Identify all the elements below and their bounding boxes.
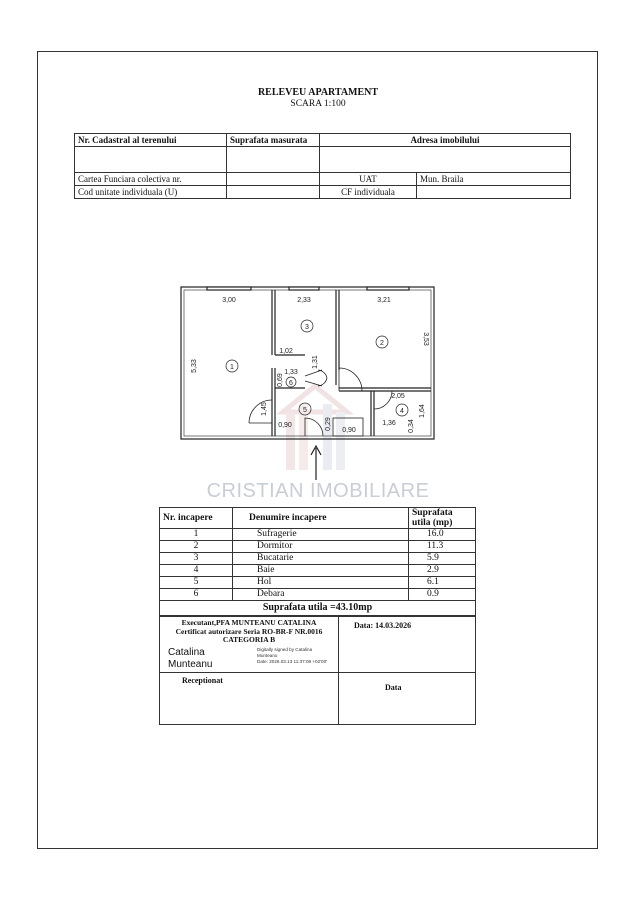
room-name: Dormitor	[233, 541, 409, 553]
certificate-number: Certificat autorizare Seria RO-BR-F NR.0016	[175, 626, 323, 636]
executant-info	[160, 619, 338, 645]
table-row	[160, 541, 476, 553]
dim-label: 2,33	[297, 297, 311, 304]
rooms-area-header: Suprafata utila (mp)	[409, 508, 476, 529]
carte-funciara-label: Cartea Funciara colectiva nr.	[75, 173, 227, 186]
dim-label: 3,00	[222, 297, 236, 304]
signature-date: Data: 14.03.2026	[354, 621, 412, 630]
room-name: Baie	[233, 565, 409, 577]
room-marker-2: 2	[380, 340, 384, 347]
measured-area-header: Suprafata masurata	[227, 134, 320, 147]
dim-label: 5,33	[191, 359, 198, 373]
dim-label: 2,05	[391, 393, 405, 400]
room-nr: 4	[160, 565, 233, 577]
signer-name	[168, 647, 212, 671]
dim-label: 3,53	[422, 332, 429, 346]
signature-block	[159, 616, 476, 725]
receptionat-label: Receptionat	[182, 676, 223, 685]
room-marker-4: 4	[400, 408, 404, 415]
dim-label: 0,69	[277, 373, 284, 387]
digital-sign-line: Digitally signed by Catalina	[257, 647, 313, 652]
cadastral-number-header: Nr. Cadastral al terenului	[75, 134, 227, 147]
divider	[338, 617, 339, 724]
uat-label: UAT	[320, 173, 417, 186]
document-scale: SCARA 1:100	[290, 99, 346, 109]
dim-label: 0,34	[408, 419, 415, 433]
digital-signature-note	[257, 647, 337, 665]
dim-label: 1,02	[279, 348, 293, 355]
room-name: Bucatarie	[233, 553, 409, 565]
dim-label: 0,90	[278, 422, 292, 429]
divider	[160, 672, 475, 673]
rooms-nr-header: Nr. incapere	[160, 508, 233, 529]
total-usable-area: Suprafata utila =43.10mp	[159, 600, 476, 616]
signer-last-name: Munteanu	[168, 659, 213, 670]
watermark-text: CRISTIAN IMOBILIARE	[206, 480, 430, 502]
room-area: 2.9	[409, 565, 476, 577]
dim-label: 0,90	[342, 427, 356, 434]
table-row	[160, 589, 476, 601]
room-marker-6: 6	[289, 380, 293, 387]
executant-name: Executant,PFA MUNTEANU CATALINA	[181, 618, 317, 627]
data-label: Data	[385, 683, 402, 692]
document-title: RELEVEU APARTAMENT	[257, 87, 379, 98]
room-name: Debara	[233, 589, 409, 601]
certificate-category: CATEGORIA B	[222, 635, 276, 644]
dim-label: 1,31	[312, 355, 319, 369]
dim-label: 3,21	[377, 297, 391, 304]
digital-sign-line: Munteanu	[257, 653, 278, 658]
room-area: 16.0	[409, 529, 476, 541]
room-area: 0.9	[409, 589, 476, 601]
room-marker-5: 5	[303, 407, 307, 414]
room-area: 6.1	[409, 577, 476, 589]
digital-sign-date: Date: 2026.03.13 11:37:08 +02'00'	[257, 659, 327, 664]
table-row	[160, 553, 476, 565]
room-name: Sufragerie	[233, 529, 409, 541]
signer-first-name: Catalina	[168, 647, 205, 658]
table-row	[160, 565, 476, 577]
address-header: Adresa imobilului	[320, 134, 571, 147]
dim-label: 1,33	[284, 369, 298, 376]
rooms-name-header: Denumire incapere	[233, 508, 409, 529]
room-area: 11.3	[409, 541, 476, 553]
rooms-table	[159, 507, 476, 601]
room-nr: 3	[160, 553, 233, 565]
room-area: 5.9	[409, 553, 476, 565]
room-nr: 2	[160, 541, 233, 553]
room-nr: 6	[160, 589, 233, 601]
watermark-logo	[283, 386, 347, 470]
room-marker-3: 3	[305, 324, 309, 331]
room-marker-1: 1	[230, 364, 234, 371]
dim-label: 0,29	[325, 417, 332, 431]
room-name: Hol	[233, 577, 409, 589]
room-nr: 5	[160, 577, 233, 589]
dim-label: 1,45	[261, 402, 268, 416]
dim-label: 1,64	[419, 404, 426, 418]
table-row	[160, 529, 476, 541]
table-row	[160, 577, 476, 589]
room-nr: 1	[160, 529, 233, 541]
uat-value: Mun. Braila	[417, 173, 571, 186]
dim-label: 1,36	[382, 420, 396, 427]
cf-individuala-label: CF individuala	[320, 186, 417, 199]
cod-unitate-label: Cod unitate individuala (U)	[75, 186, 227, 199]
